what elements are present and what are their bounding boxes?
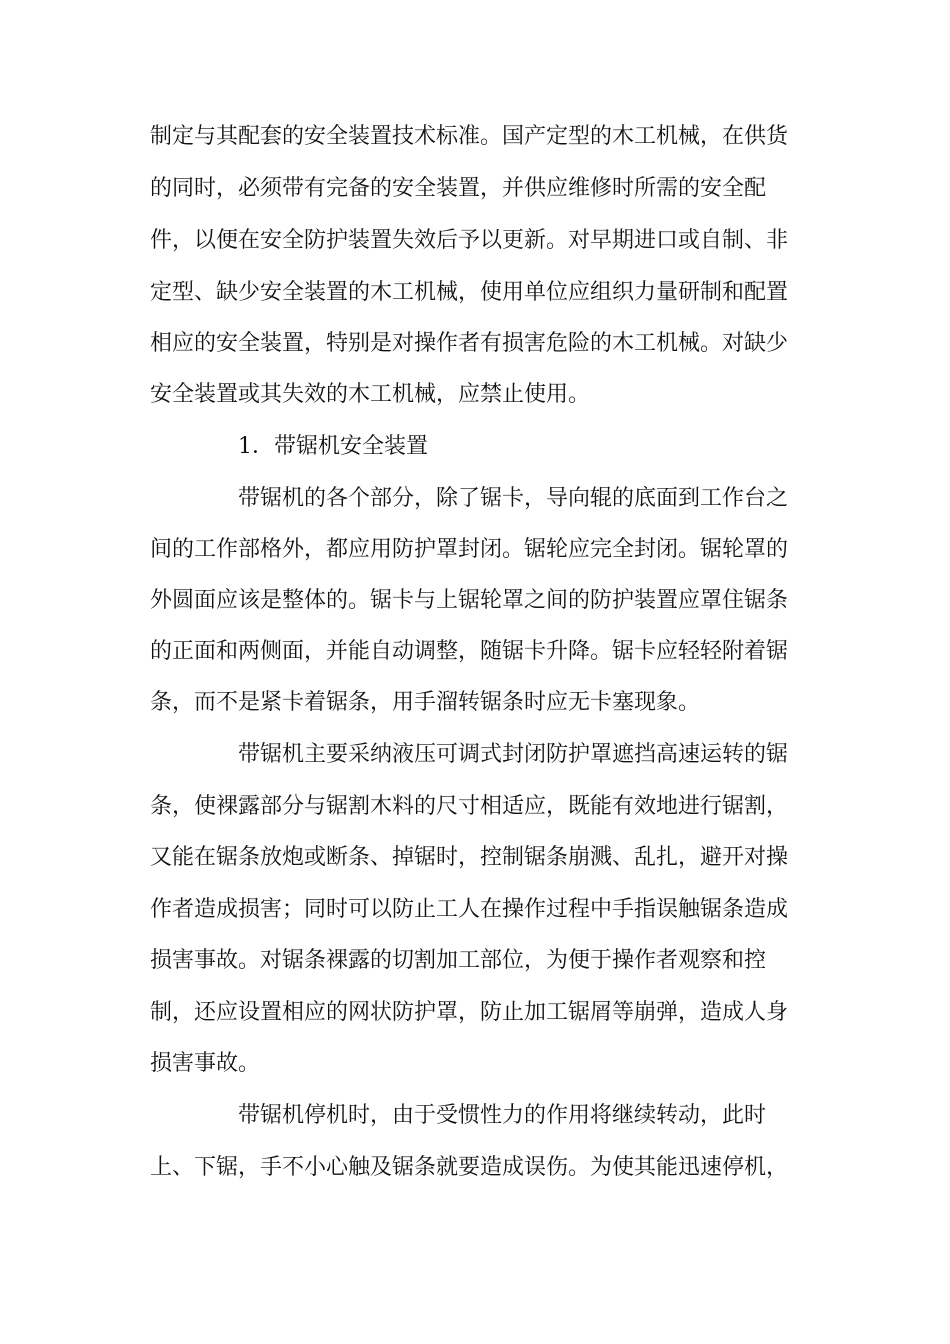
text-line: 损害事故。对锯条裸露的切割加工部位，为便于操作者观察和控 [150,948,767,973]
text-line: 安全装置或其失效的木工机械，应禁止使用。 [150,382,591,407]
text-line: 条，而不是紧卡着锯条，用手溜转锯条时应无卡塞现象。 [150,690,701,715]
text-line: 制定与其配套的安全装置技术标准。国产定型的木工机械，在供货 [150,124,789,149]
text-line: 外圆面应该是整体的。锯卡与上锯轮罩之间的防护装置应罩住锯条 [150,588,789,613]
paragraph-first-line: 带锯机主要采纳液压可调式封闭防护罩遮挡高速运转的锯 [238,742,789,767]
text-line: 定型、缺少安全装置的木工机械，使用单位应组织力量研制和配置 [150,280,789,305]
text-line: 条，使裸露部分与锯割木料的尺寸相适应，既能有效地进行锯割， [150,794,789,819]
text-line: 制，还应设置相应的网状防护罩，防止加工锯屑等崩弹，造成人身 [150,1000,789,1025]
text-line: 又能在锯条放炮或断条、掉锯时，控制锯条崩溅、乱扎，避开对操 [150,845,789,870]
text-line: 的正面和两侧面，并能自动调整，随锯卡升降。锯卡应轻轻附着锯 [150,639,789,664]
text-line: 损害事故。 [150,1051,261,1076]
text-line: 件，以便在安全防护装置失效后予以更新。对早期进口或自制、非 [150,228,789,253]
text-line: 相应的安全装置，特别是对操作者有损害危险的木工机械。对缺少 [150,331,789,356]
text-line: 间的工作部格外，都应用防护罩封闭。锯轮应完全封闭。锯轮罩的 [150,537,789,562]
paragraph-first-line: 带锯机的各个部分，除了锯卡，导向辊的底面到工作台之 [238,486,789,511]
text-line: 上、下锯，手不小心触及锯条就要造成误伤。为使其能迅速停机， [150,1155,789,1180]
paragraph-first-line: 带锯机停机时，由于受惯性力的作用将继续转动，此时 [238,1103,767,1128]
text-line: 作者造成损害；同时可以防止工人在操作过程中手指误触锯条造成 [150,897,789,922]
text-line: 的同时，必须带有完备的安全装置，并供应维修时所需的安全配 [150,176,767,201]
section-heading: 1．带锯机安全装置 [238,434,428,459]
